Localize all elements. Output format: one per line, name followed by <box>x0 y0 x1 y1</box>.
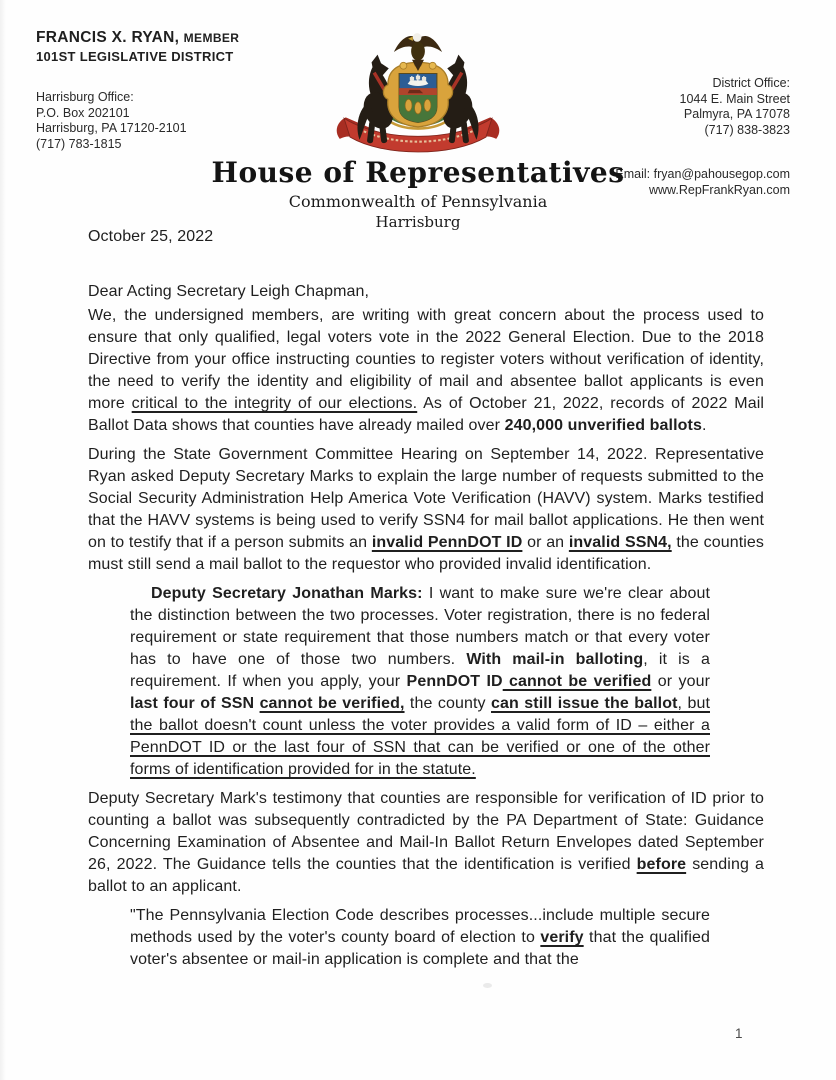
address-line: www.RepFrankRyan.com <box>648 182 790 197</box>
text-run: invalid PennDOT ID <box>371 534 523 551</box>
address-line: 1044 E. Main Street <box>679 91 790 106</box>
text-run: sending a ballot to an applicant. <box>88 856 764 895</box>
district-office-address <box>680 76 790 138</box>
text-run: or your <box>651 673 710 690</box>
scan-smudge <box>483 983 492 988</box>
address-line: (717) 783-1815 <box>36 136 122 151</box>
text-run: , it is a requirement. If when you apply, your <box>130 651 710 690</box>
text-run: cannot be verified <box>502 673 652 690</box>
address-line: Harrisburg, PA 17120-2101 <box>36 121 187 135</box>
text-run: PennDOT ID <box>406 673 503 690</box>
chamber-subtitle: Commonwealth of Pennsylvania <box>288 192 548 211</box>
text-run: During the State Government Committee Hearing on September 14, 2022. Representative Ryan asked Deputy Secretary Marks to explain the large number of requests submitted to the Social Security Administration Help America Vote Verification (HAVV) system. Marks testified that the HAVV systems is being used to verify SSN4 for mail ballot applications. He then went on to testify that if a person submits an <box>88 446 764 551</box>
address-line: (717) 838-3823 <box>704 122 790 137</box>
letter-body <box>88 305 764 971</box>
text-run: the county <box>404 695 492 712</box>
letter-content <box>88 226 764 978</box>
address-line: Email: fryan@pahousegop.com <box>615 167 790 181</box>
member-name: FRANCIS X. RYAN, MEMBER <box>36 29 240 46</box>
text-run: critical to the integrity of our elections. <box>131 395 418 412</box>
text-run: the counties must still send a mail ballot to the requestor who provided invalid identification. <box>88 534 764 573</box>
text-run: "The Pennsylvania Election Code describes processes...include multiple secure methods used by the voter's county board of election to <box>130 907 710 946</box>
address-line: Harrisburg Office: <box>36 90 134 104</box>
body-paragraph <box>88 444 764 576</box>
text-run: , but the ballot doesn't count unless the voter provides a valid form of ID – either a PennDOT ID or the last four of SSN that can be verified or one of the other forms of identification provided for in the statute. <box>130 695 710 778</box>
text-run: 240,000 unverified ballots <box>504 417 702 434</box>
text-run: With mail-in balloting <box>466 651 644 668</box>
text-run: last four of SSN <box>130 695 260 712</box>
text-run: I want to make sure we're clear about the distinction between the two processes. Voter registration, there is no federal requirement or state requirement that those numbers match or that every voter has to have one of those two numbers. <box>130 585 711 668</box>
text-run: before <box>636 856 687 873</box>
address-line: P.O. Box 202101 <box>36 105 130 120</box>
text-run: We, the undersigned members, are writing with great concern about the process used to ensure that only qualified, legal voters vote in the 2022 General Election. Due to the 2018 Directive from your office instructing counties to register voters without verification of identity, the need to verify the identity and eligibility of mail and absentee ballot applicants is even more <box>88 307 764 412</box>
salutation: Dear Acting Secretary Leigh Chapman, <box>88 283 370 300</box>
member-identity-block <box>36 30 239 152</box>
text-run: verify <box>540 929 584 946</box>
text-run: that the qualified voter's absentee or mail-in application is complete and that the <box>130 929 710 968</box>
legislative-district: 101ST LEGISLATIVE DISTRICT <box>36 49 234 64</box>
pennsylvania-coat-of-arms-icon <box>332 24 504 154</box>
body-paragraph <box>88 788 764 898</box>
letter-date: October 25, 2022 <box>88 228 214 245</box>
chamber-title-block <box>0 156 836 231</box>
text-run: As of October 21, 2022, records of 2022 Mail Ballot Data shows that counties have already mailed over <box>88 395 765 434</box>
text-run: cannot be verified, <box>259 695 405 712</box>
harrisburg-office-address <box>36 90 239 152</box>
chamber-city: Harrisburg <box>375 213 461 231</box>
text-run: invalid SSN4, <box>568 534 672 551</box>
text-run: can still issue the ballot <box>491 695 678 712</box>
text-run: Deputy Secretary Jonathan Marks: <box>151 585 423 602</box>
chamber-title: House of Representatives <box>211 156 625 189</box>
address-line: Palmyra, PA 17078 <box>683 107 790 121</box>
page-number: 1 <box>735 1026 743 1041</box>
body-paragraph <box>88 305 764 437</box>
quoted-paragraph <box>130 905 710 971</box>
text-run: Deputy Secretary Mark's testimony that counties are responsible for verification of ID prior to counting a ballot was subsequently contradicted by the PA Department of State: Guidance Concerning Examination of Absentee and Mail-In Ballot Return Envelopes dated September 26, 2022. The Guidance tells the counties that the identification is verified <box>88 790 764 873</box>
text-run: . <box>701 417 707 434</box>
address-line: District Office: <box>712 76 790 90</box>
text-run: or an <box>522 534 569 551</box>
quoted-paragraph <box>130 583 710 781</box>
